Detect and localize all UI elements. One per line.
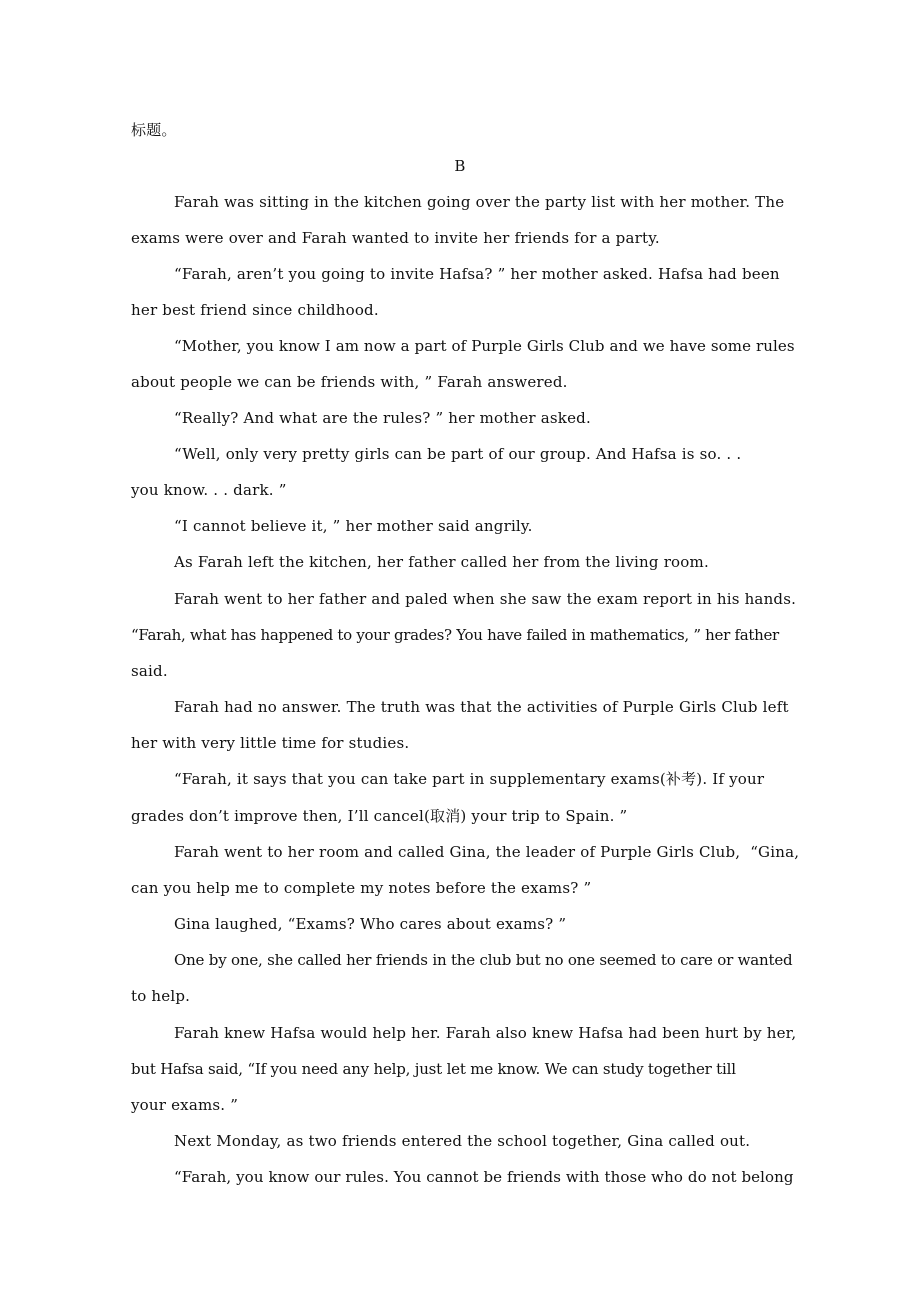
text-line: said. [131,662,168,680]
text-line: “Mother, you know I am now a part of Purple Girls Club and we have some rules [174,337,795,355]
text-line: to help. [131,987,191,1005]
text-line: can you help me to complete my notes before the exams? ” [131,879,592,897]
text-line: her with very little time for studies. [131,734,410,752]
text-line: but Hafsa said, “If you need any help, just let me know. We can study together till [131,1060,736,1078]
text-line: “Really? And what are the rules? ” her mother asked. [174,409,591,427]
text-line: “Farah, you know our rules. You cannot be friends with those who do not belong [174,1168,794,1186]
text-line: your exams. ” [131,1096,239,1114]
text-line: Gina laughed, “Exams? Who cares about exams? ” [174,915,567,933]
section-label: B [454,157,466,175]
text-line: Next Monday, as two friends entered the school together, Gina called out. [174,1132,751,1150]
text-line: As Farah left the kitchen, her father called her from the living room. [174,553,709,571]
text-line: Farah had no answer. The truth was that the activities of Purple Girls Club left [174,698,789,716]
text-line: “Farah, aren’t you going to invite Hafsa? ” her mother asked. Hafsa had been [174,265,780,283]
text-line: “I cannot believe it, ” her mother said angrily. [174,517,533,535]
text-line: her best friend since childhood. [131,301,379,319]
text-line: Farah went to her father and paled when she saw the exam report in his hands. [174,590,797,608]
text-line: grades don’t improve then, I’ll cancel(取消) your trip to Spain. ” [131,807,628,825]
text-line: exams were over and Farah wanted to invite her friends for a party. [131,229,660,247]
text-line: you know. . . dark. ” [131,481,287,499]
text-line: about people we can be friends with, ” Farah answered. [131,373,568,391]
text-line: One by one, she called her friends in the club but no one seemed to care or wanted [174,951,793,969]
text-line: Farah knew Hafsa would help her. Farah also knew Hafsa had been hurt by her, [174,1024,797,1042]
text-line: Farah went to her room and called Gina, the leader of Purple Girls Club, “Gina, [174,843,800,861]
header-fragment: 标题。 [131,121,177,139]
text-line: “Farah, what has happened to your grades? You have failed in mathematics, ” her father [131,626,779,644]
text-line: “Farah, it says that you can take part in supplementary exams(补考). If your [174,770,765,788]
text-line: “Well, only very pretty girls can be part of our group. And Hafsa is so. . . [174,445,742,463]
text-line: Farah was sitting in the kitchen going over the party list with her mother. The [174,193,785,211]
